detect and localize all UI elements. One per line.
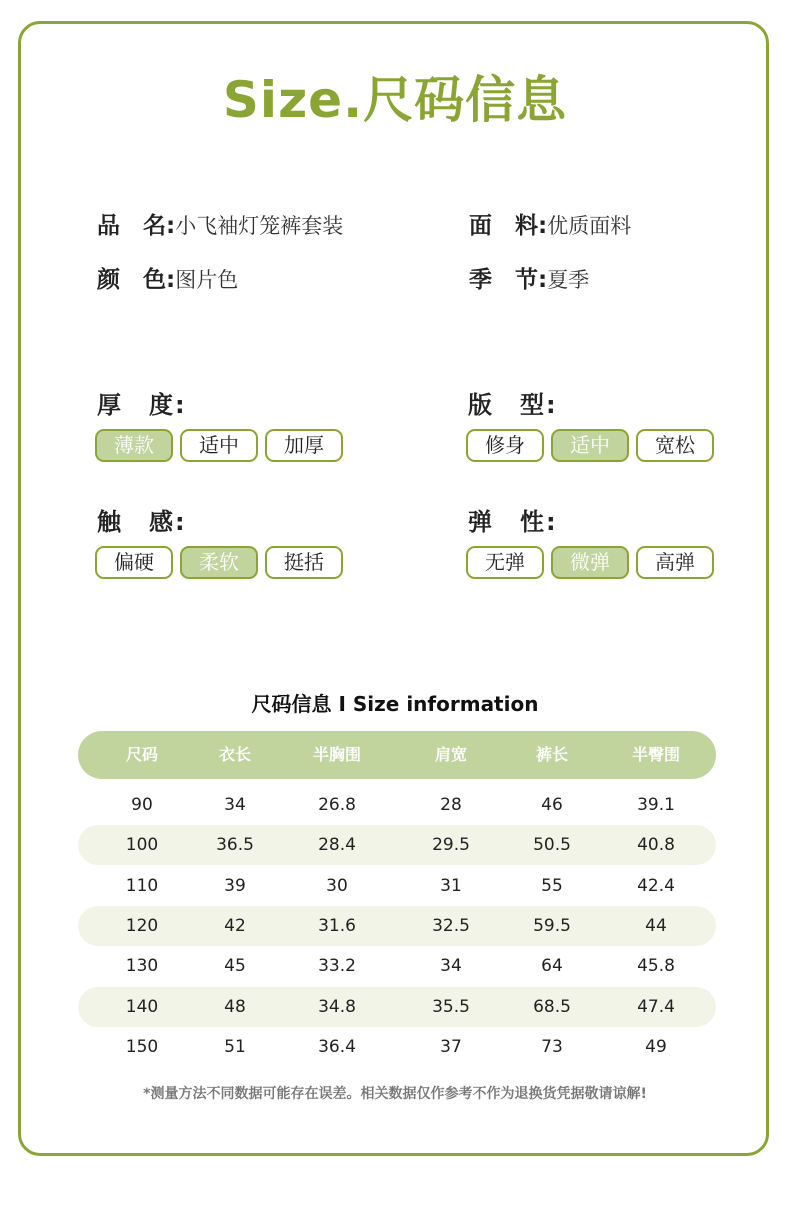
table-cell: 29.5 bbox=[432, 835, 470, 856]
table-cell: 110 bbox=[125, 875, 159, 896]
thickness-options bbox=[95, 429, 343, 462]
table-cell: 31.6 bbox=[318, 915, 356, 936]
table-cell: 44 bbox=[645, 915, 667, 936]
thickness-option: 加厚 bbox=[265, 429, 343, 462]
table-cell: 35.5 bbox=[432, 996, 470, 1017]
material-label: 面 料: bbox=[469, 213, 548, 239]
table-cell: 36.4 bbox=[318, 1036, 356, 1057]
table-cell: 30 bbox=[326, 875, 348, 896]
column-header: 半胸围 bbox=[312, 745, 362, 764]
table-cell: 34 bbox=[224, 795, 246, 815]
table-row bbox=[78, 906, 716, 946]
table-cell: 150 bbox=[125, 1036, 159, 1057]
material-value: 优质面料 bbox=[547, 214, 632, 238]
table-cell: 26.8 bbox=[318, 795, 356, 815]
color-label: 颜 色: bbox=[97, 267, 176, 293]
table-cell: 48 bbox=[224, 996, 246, 1017]
fit-option: 宽松 bbox=[636, 429, 714, 462]
table-cell: 68.5 bbox=[533, 996, 571, 1017]
table-cell: 73 bbox=[541, 1036, 563, 1057]
name-label: 品 名: bbox=[97, 213, 176, 239]
size-table-header bbox=[78, 731, 716, 779]
color-value: 图片色 bbox=[175, 268, 239, 292]
table-cell: 40.8 bbox=[637, 835, 675, 856]
table-cell: 51 bbox=[224, 1036, 246, 1057]
name-value: 小飞袖灯笼裤套装 bbox=[175, 214, 344, 238]
elasticity-options bbox=[466, 546, 714, 579]
thickness-label: 厚 度: bbox=[97, 391, 187, 419]
table-cell: 31 bbox=[440, 875, 462, 896]
table-cell: 90 bbox=[131, 795, 153, 815]
table-cell: 46 bbox=[541, 795, 563, 815]
fit-option: 适中 bbox=[551, 429, 629, 462]
table-cell: 55 bbox=[541, 875, 563, 896]
table-cell: 59.5 bbox=[533, 915, 571, 936]
table-cell: 64 bbox=[541, 956, 563, 977]
table-cell: 37 bbox=[440, 1036, 462, 1057]
table-cell: 39 bbox=[224, 875, 246, 896]
table-cell: 28.4 bbox=[318, 835, 356, 856]
table-cell: 50.5 bbox=[533, 835, 571, 856]
feel-option: 柔软 bbox=[180, 546, 258, 579]
table-cell: 45.8 bbox=[637, 956, 675, 977]
table-cell: 28 bbox=[440, 795, 462, 815]
feel-option: 挺括 bbox=[265, 546, 343, 579]
table-cell: 39.1 bbox=[637, 795, 675, 815]
feel-option: 偏硬 bbox=[95, 546, 173, 579]
table-cell: 34 bbox=[440, 956, 462, 977]
column-header: 衣长 bbox=[218, 745, 252, 764]
thickness-option: 适中 bbox=[180, 429, 258, 462]
info-season bbox=[469, 261, 589, 294]
season-label: 季 节: bbox=[469, 267, 548, 293]
info-material bbox=[469, 207, 631, 240]
table-cell: 120 bbox=[125, 915, 159, 936]
column-header: 尺码 bbox=[125, 745, 159, 764]
table-cell: 34.8 bbox=[318, 996, 356, 1017]
column-header: 肩宽 bbox=[434, 745, 468, 764]
table-row bbox=[78, 866, 716, 906]
table-cell: 32.5 bbox=[432, 915, 470, 936]
feel-options bbox=[95, 546, 343, 579]
elasticity-label: 弹 性: bbox=[468, 508, 558, 536]
table-row bbox=[78, 987, 716, 1027]
table-cell: 130 bbox=[125, 956, 159, 977]
feel-label: 触 感: bbox=[97, 508, 187, 536]
table-cell: 36.5 bbox=[216, 835, 254, 856]
size-table-title: 尺码信息 I Size information bbox=[251, 692, 539, 716]
page-title: Size.尺码信息 bbox=[222, 71, 568, 129]
table-cell: 42 bbox=[224, 915, 246, 936]
elasticity-option: 微弹 bbox=[551, 546, 629, 579]
table-cell: 49 bbox=[645, 1036, 667, 1057]
table-cell: 42.4 bbox=[637, 875, 675, 896]
thickness-option: 薄款 bbox=[95, 429, 173, 462]
info-name bbox=[97, 207, 343, 240]
info-color bbox=[97, 261, 238, 294]
elasticity-option: 无弹 bbox=[466, 546, 544, 579]
season-value: 夏季 bbox=[547, 268, 590, 292]
table-row bbox=[78, 946, 716, 986]
fit-option: 修身 bbox=[466, 429, 544, 462]
fit-options bbox=[466, 429, 714, 462]
column-header: 半臀围 bbox=[631, 745, 681, 764]
table-row bbox=[78, 825, 716, 865]
table-cell: 100 bbox=[125, 835, 159, 856]
table-cell: 140 bbox=[125, 996, 159, 1017]
fit-label: 版 型: bbox=[468, 391, 558, 419]
table-row bbox=[78, 1027, 716, 1067]
table-cell: 45 bbox=[224, 956, 246, 977]
table-cell: 47.4 bbox=[637, 996, 675, 1017]
column-header: 裤长 bbox=[535, 745, 569, 764]
disclaimer-note: *测量方法不同数据可能存在误差。相关数据仅作参考不作为退换货凭据敬请谅解! bbox=[143, 1086, 647, 1102]
table-row bbox=[78, 785, 716, 825]
elasticity-option: 高弹 bbox=[636, 546, 714, 579]
table-cell: 33.2 bbox=[318, 956, 356, 977]
